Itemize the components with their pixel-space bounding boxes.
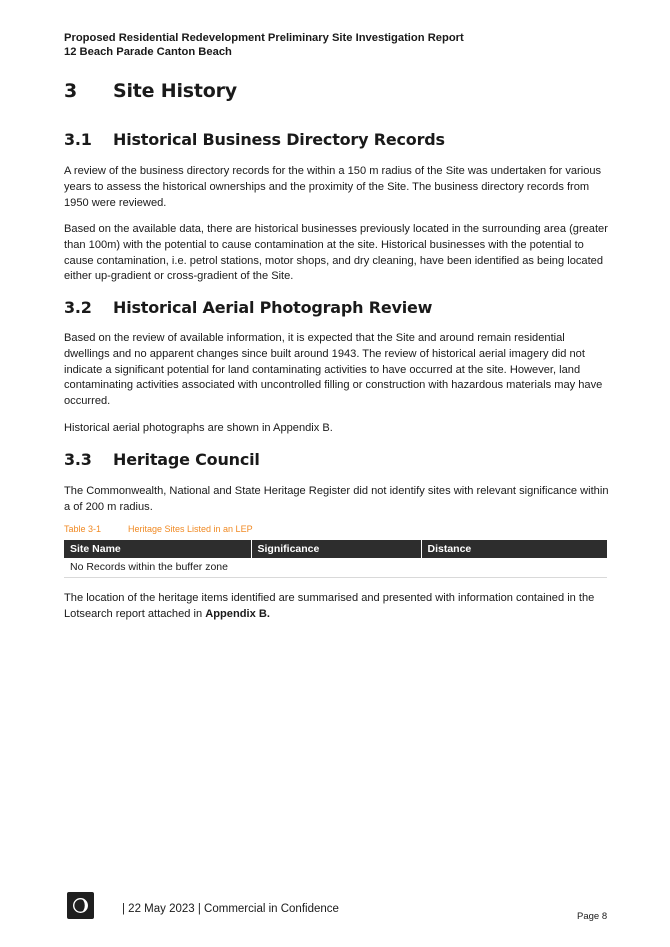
section-title: Historical Aerial Photograph Review (113, 298, 433, 317)
table-cell (251, 558, 421, 577)
column-header-site-name: Site Name (64, 540, 251, 558)
table-number: Table 3-1 (64, 524, 102, 534)
section-3-3-heading (64, 450, 260, 469)
section-3-1-heading (64, 130, 445, 149)
section-title: Site History (113, 80, 237, 102)
section-number: 3.1 (64, 130, 92, 149)
report-address: 12 Beach Parade Canton Beach (64, 45, 232, 58)
page-number: Page 8 (577, 911, 608, 922)
paragraph-heritage-1: The Commonwealth, National and State Heritage Register did not identify sites with relevant significance within a of 200 m radius. (64, 485, 609, 513)
table-cell: No Records within the buffer zone (64, 558, 251, 577)
table-caption (64, 524, 253, 534)
report-title: Proposed Residential Redevelopment Preliminary Site Investigation Report (64, 32, 464, 44)
paragraph-business-records-2: Based on the available data, there are historical businesses previously located in the surrounding area (greater than 100m) with the potential to cause contamination at the site. Historical businesses with the potential to cause contamination, i.e. petrol stations, motor shops, and dry cleaning, have been identified as being located either up-gradient or cross-gradient of the Site. (64, 223, 608, 283)
paragraph-heritage-2 (64, 591, 609, 623)
table-cell (421, 558, 607, 577)
report-header (64, 32, 464, 59)
section-title: Historical Business Directory Records (113, 130, 445, 149)
footer-date-confidentiality: | 22 May 2023 | Commercial in Confidence (122, 903, 339, 915)
section-3-heading (64, 80, 237, 102)
table-header-row (64, 540, 607, 558)
company-logo-icon (67, 892, 94, 919)
table-row (64, 558, 607, 577)
section-3-2-heading (64, 298, 432, 317)
heritage-sites-table (64, 540, 607, 578)
table-caption-title: Heritage Sites Listed in an LEP (128, 524, 253, 534)
column-header-distance: Distance (421, 540, 607, 558)
section-number: 3.3 (64, 450, 92, 469)
paragraph-aerial-1: Based on the review of available information, it is expected that the Site and around remain residential dwellings and no apparent changes since built around 1943. The review of historical aerial imagery did not indicate a significant potential for land contaminating activities to have occurred at the site. However, land contaminating activities associated with uncontrolled filling or construction with hazardous materials may have occurred. (64, 332, 603, 408)
section-number: 3 (64, 80, 78, 102)
section-number: 3.2 (64, 298, 92, 317)
paragraph-text: The location of the heritage items identified are summarised and presented with information contained in the Lotsearch report attached in (64, 592, 595, 620)
paragraph-business-records-1: A review of the business directory records for the within a 150 m radius of the Site was undertaken for various years to assess the historical ownerships and the proximity of the Site. The business directory records from 1950 were reviewed. (64, 165, 602, 209)
appendix-reference: Appendix B. (205, 607, 270, 620)
paragraph-aerial-2: Historical aerial photographs are shown in Appendix B. (64, 422, 333, 434)
section-title: Heritage Council (113, 450, 260, 469)
column-header-significance: Significance (251, 540, 421, 558)
